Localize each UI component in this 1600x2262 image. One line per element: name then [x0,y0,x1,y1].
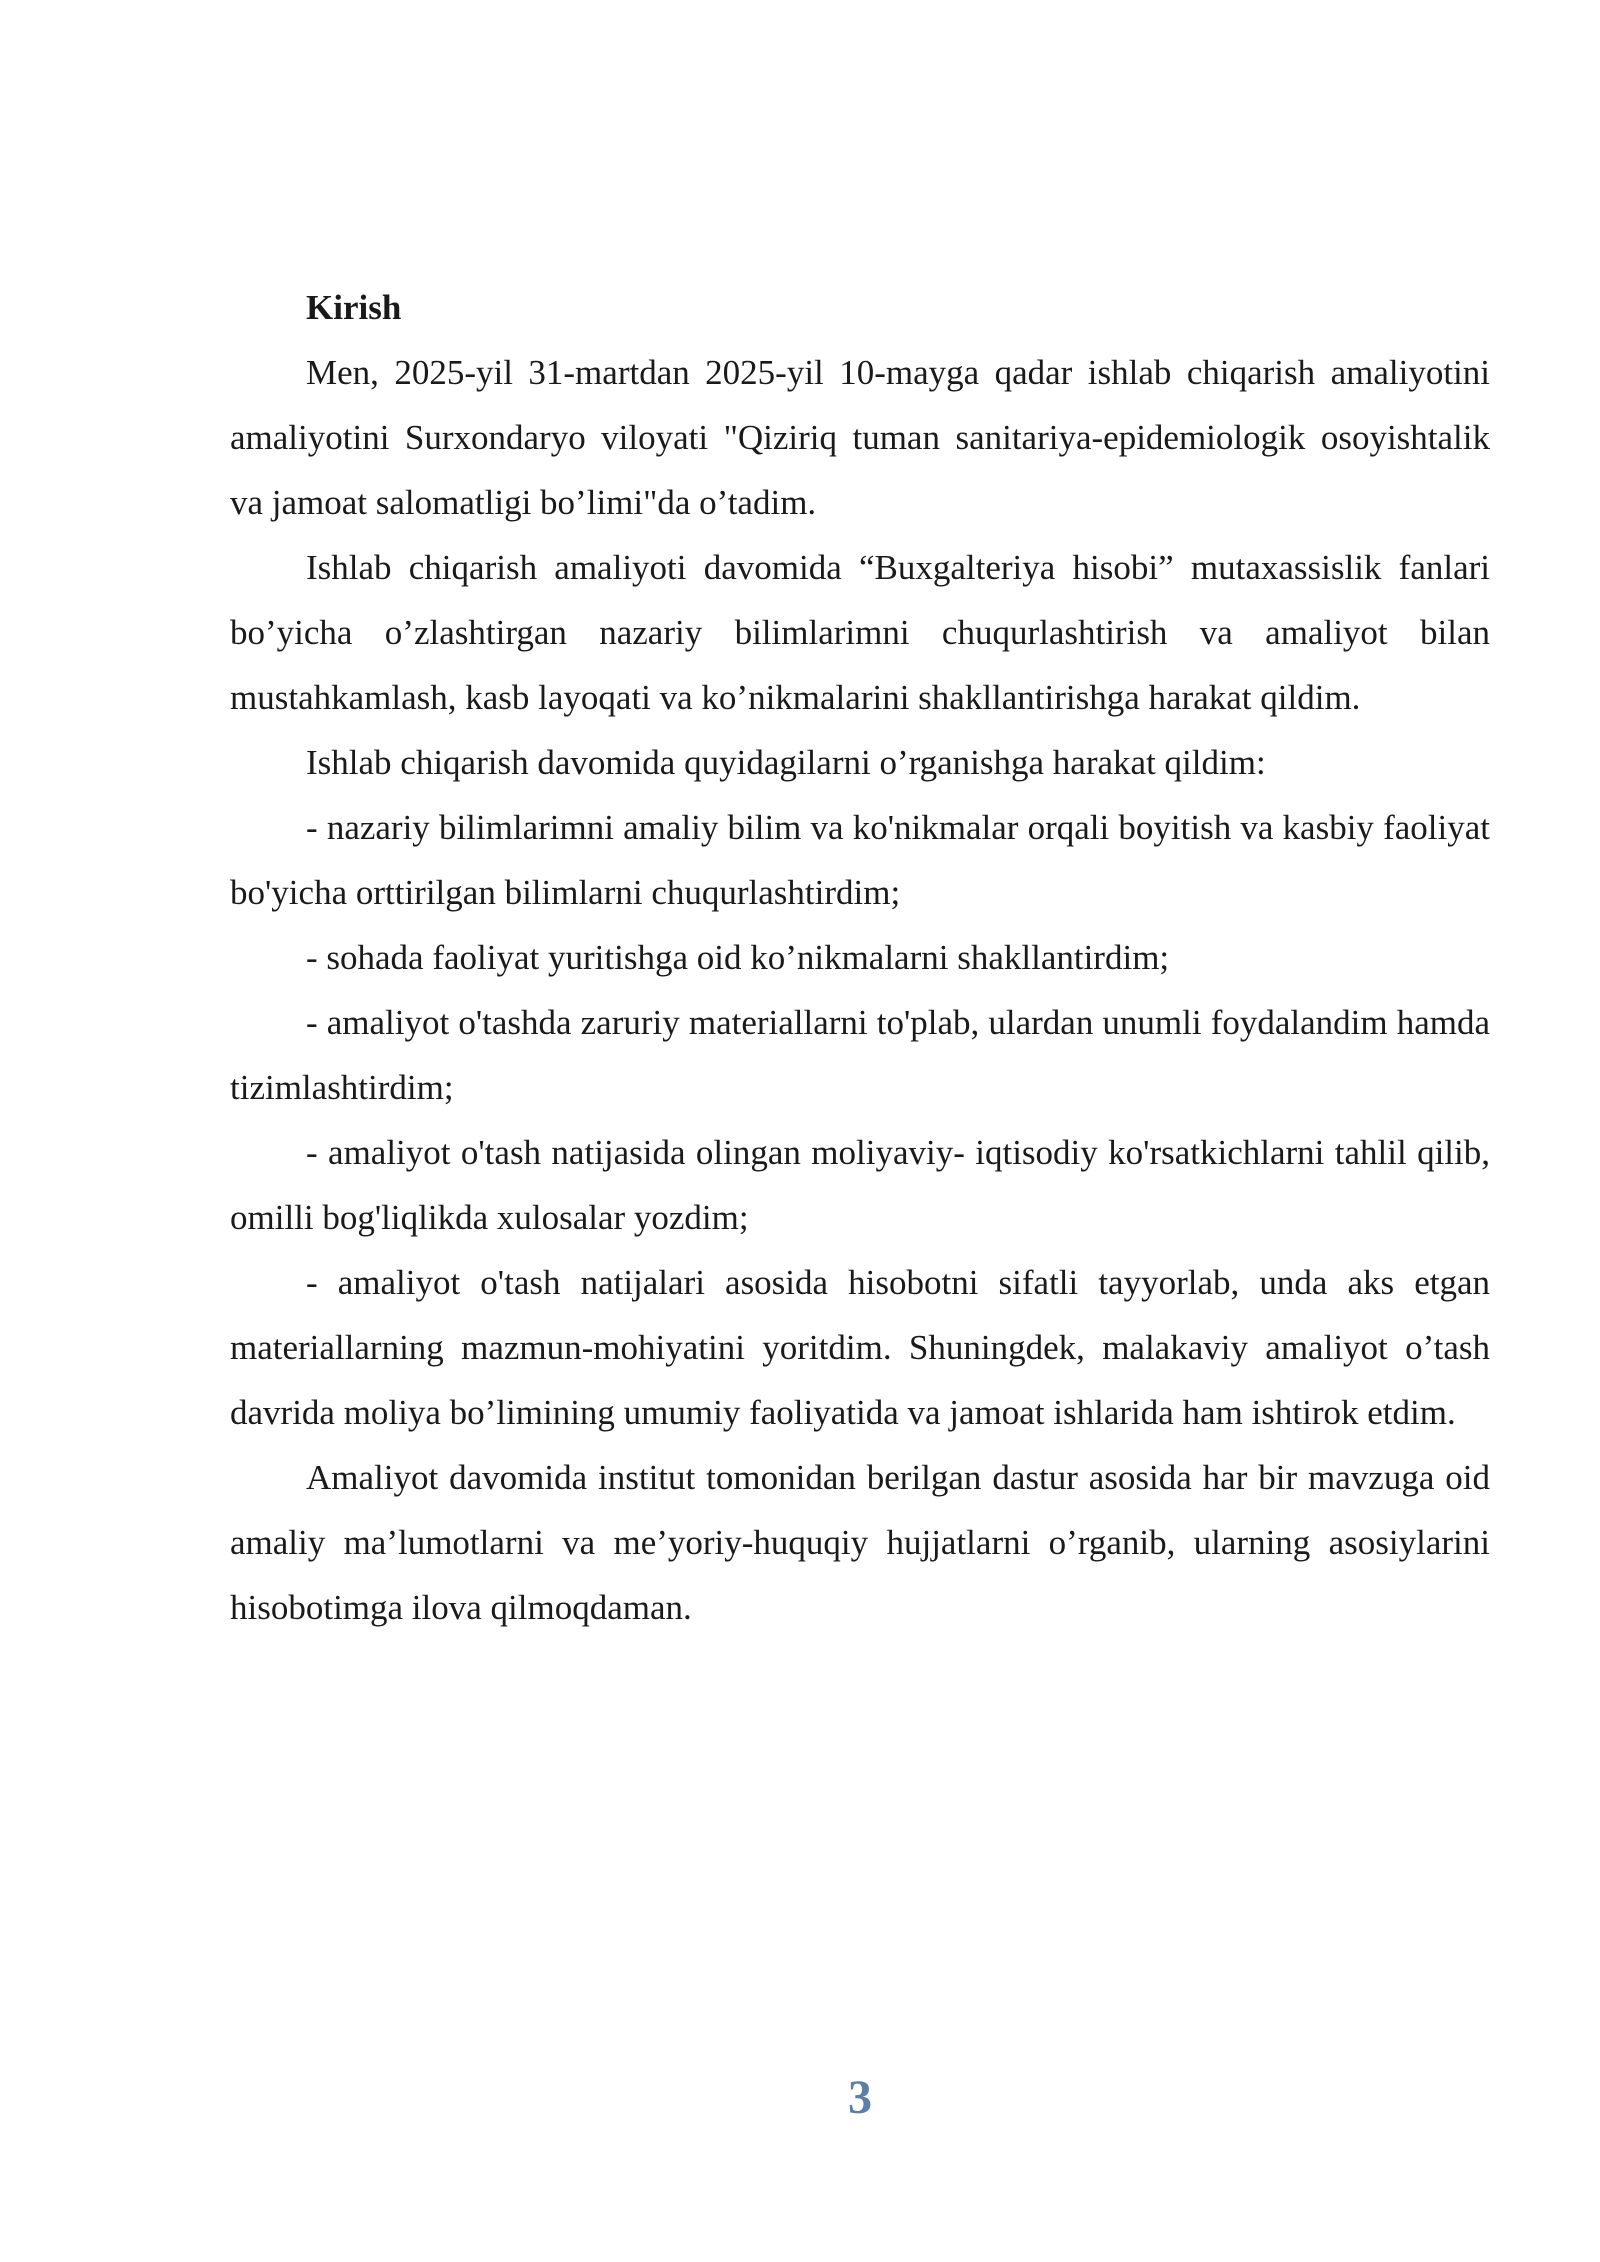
page-number: 3 [848,2071,872,2124]
section-heading: Kirish [306,288,402,327]
list-item-report: - amaliyot o'tash natijalari asosida hisobotni sifatli tayyorlab, unda aks etgan materiallarning mazmun-mohiyatini yoritdim. Shuningdek, malakaviy amaliyot o’tash davrida moliya bo’limining umumiy faoliyatida va jamoat ishlarida ham ishtirok etdim. [230,1263,1490,1432]
list-item-skills: - sohada faoliyat yuritishga oid ko’nikmalarni shakllantirdim; [306,938,1170,977]
document-body [230,275,1490,1640]
list-item-knowledge: - nazariy bilimlarimni amaliy bilim va ko'nikmalar orqali boyitish va kasbiy faoliyat bo'yicha orttirilgan bilimlarni chuqurlashtirdim; [230,808,1490,912]
paragraph-purpose: Ishlab chiqarish amaliyoti davomida “Buxgalteriya hisobi” mutaxassislik fanlari bo’yicha o’zlashtirgan nazariy bilimlarimni chuqurlashtirish va amaliyot bilan mustahkamlash, kasb layoqati va ko’nikmalarini shakllantirishga harakat qildim. [230,548,1490,717]
paragraph-intro: Men, 2025-yil 31-martdan 2025-yil 10-mayga qadar ishlab chiqarish amaliyotini amaliyotini Surxondaryo viloyati "Qiziriq tuman sanitariya-epidemiologik osoyishtalik va jamoat salomatligi bo’limi"da o’tadim. [230,353,1490,522]
list-item-materials: - amaliyot o'tashda zaruriy materiallarni to'plab, ulardan unumli foydalandim hamda tizimlashtirdim; [230,1003,1490,1107]
paragraph-list-intro: Ishlab chiqarish davomida quyidagilarni o’rganishga harakat qildim: [306,743,1266,782]
paragraph-conclusion: Amaliyot davomida institut tomonidan berilgan dastur asosida har bir mavzuga oid amaliy ma’lumotlarni va me’yoriy-huquqiy hujjatlarni o’rganib, ularning asosiylarini hisobotimga ilova qilmoqdaman. [230,1458,1490,1627]
list-item-analysis: - amaliyot o'tash natijasida olingan moliyaviy- iqtisodiy ko'rsatkichlarni tahlil qilib, omilli bog'liqlikda xulosalar yozdim; [230,1133,1490,1237]
